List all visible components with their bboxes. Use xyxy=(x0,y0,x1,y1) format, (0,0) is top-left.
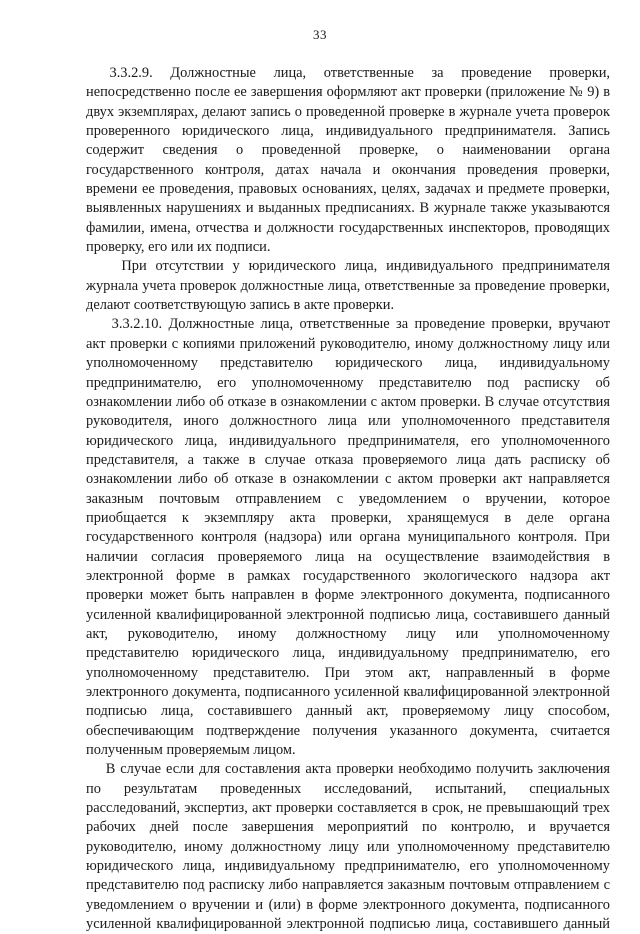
text-line: выявленных нарушениях и выданных предписаниях. В журнале также указываются xyxy=(86,200,610,217)
text-line: юридического лица, индивидуального предпринимателя, его уполномоченного xyxy=(86,432,610,449)
text-line: уведомлением о вручении и (или) в форме электронного документа, подписанного xyxy=(86,896,610,913)
text-line: юридического лица, индивидуальному предпринимателю, его уполномоченному xyxy=(86,858,610,875)
text-line: приобщается к экземпляру акта проверки, хранящемуся в деле органа xyxy=(86,509,610,526)
text-line: усиленной квалифицированной электронной подписью лица, составившего данный xyxy=(86,606,610,623)
paragraph-p1 xyxy=(86,64,610,257)
text-line: предпринимателю, его уполномоченному представителю под расписку об xyxy=(86,374,610,391)
text-line: усиленной квалифицированной электронной подписью лица, составившего данный xyxy=(86,916,610,933)
paragraph-p4 xyxy=(86,760,610,934)
text-line: акт проверки с копиями приложений руководителю, иному должностному лицу или xyxy=(86,335,610,352)
text-line: двух экземплярах, делают запись о проведенной проверке в журнале учета проверок xyxy=(86,103,610,120)
text-line: ознакомлении либо об отказе в ознакомлении с актом проверки акт направляется xyxy=(86,471,610,488)
text-line: электронного документа, подписанного усиленной квалифицированной электронной xyxy=(86,684,610,700)
text-line: проверки может быть направлен в форме электронного документа, подписанного xyxy=(86,587,610,604)
text-line: журнала учета проверок должностные лица, ответственные за проведение проверки, xyxy=(86,277,610,294)
text-line: ознакомлении либо об отказе в ознакомлении с актом проверки. В случае отсутствия xyxy=(86,393,610,410)
text-line: фамилии, имена, отчества и должности государственных инспекторов, проводящих xyxy=(86,219,610,236)
text-line: акт, руководителю, иному должностному лицу или уполномоченному xyxy=(86,625,610,642)
document-body xyxy=(86,64,610,934)
text-line: содержит сведения о проведенной проверке, о наименовании органа xyxy=(86,142,610,159)
text-line: руководителю, иному должностному лицу или уполномоченному представителю xyxy=(86,838,610,855)
text-line: представителю юридического лица, индивидуальному предпринимателю, его xyxy=(86,645,610,662)
paragraph-p3 xyxy=(86,315,610,760)
text-line: проверенного юридического лица, индивидуального предпринимателя. Запись xyxy=(86,123,610,140)
text-line: руководителя, иного должностного лица или уполномоченного представителя xyxy=(86,413,610,430)
text-line: времени ее проведения, правовых основаниях, целях, задачах и предмете проверки, xyxy=(86,181,610,198)
text-line: наличии согласия проверяемого лица на осуществление взаимодействия в xyxy=(86,548,610,565)
text-line: В случае если для составления акта проверки необходимо получить заключения xyxy=(86,761,610,778)
text-line: 3.3.2.10. Должностные лица, ответственные за проведение проверки, вручают xyxy=(86,316,610,333)
text-line: полученным проверяемым лицом. xyxy=(86,742,296,759)
text-line: электронной форме в рамках государственного экологического надзора акт xyxy=(86,567,610,584)
text-line: рабочих дней после завершения мероприятий по контролю, и вручается xyxy=(86,819,610,836)
text-line: обеспечивающим подтверждение получения указанного документа, считается xyxy=(86,722,610,739)
text-line: уполномоченному представителю юридического лица, индивидуальному xyxy=(86,355,610,372)
text-line: заказным почтовым отправлением с уведомлением о вручении, которое xyxy=(86,490,610,507)
page-number: 33 xyxy=(313,27,327,42)
text-line: представителю под расписку либо направляется заказным почтовым отправлением с xyxy=(86,877,610,894)
text-line: делают соответствующую запись в акте проверки. xyxy=(86,297,395,314)
text-line: по результатам проведенных исследований, испытаний, специальных xyxy=(86,780,610,797)
text-line: уполномоченному представителю. При этом акт, направленный в форме xyxy=(86,664,610,681)
text-line: государственного контроля, датах начала и окончания проведения проверки, xyxy=(86,161,610,178)
text-line: непосредственно после ее завершения оформляют акт проверки (приложение № 9) в xyxy=(86,84,610,101)
paragraph-p2 xyxy=(86,257,610,315)
text-line: При отсутствии у юридического лица, индивидуального предпринимателя xyxy=(86,258,610,275)
text-line: расследований, экспертиз, акт проверки составляется в срок, не превышающий трех xyxy=(86,800,610,817)
text-line: подписью лица, составившего данный акт, проверяемому лицу способом, xyxy=(86,703,610,720)
text-line: 3.3.2.9. Должностные лица, ответственные за проведение проверки, xyxy=(86,65,610,81)
text-line: государственного контроля (надзора) или органа муниципального контроля. При xyxy=(86,529,610,546)
text-line: проверку, его или их подписи. xyxy=(86,239,271,256)
text-line: представителя, а также в случае отказа проверяемого лица дать расписку об xyxy=(86,451,610,468)
